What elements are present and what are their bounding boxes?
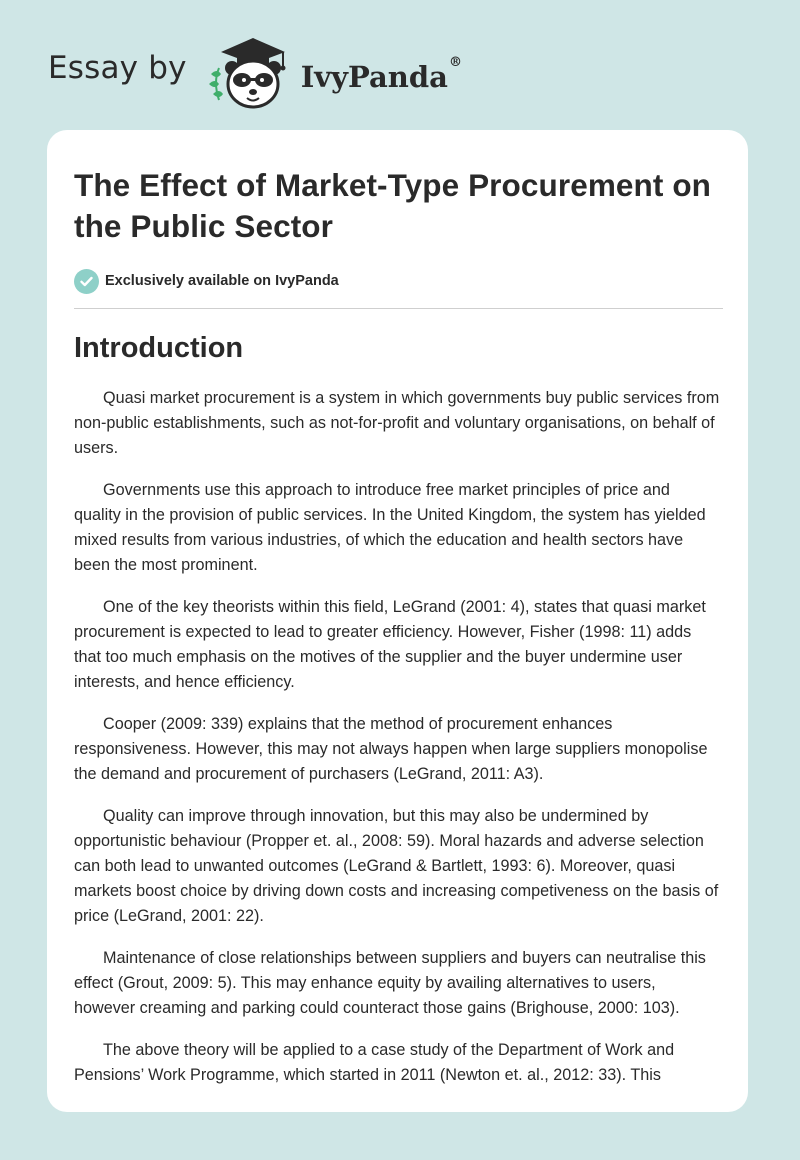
- section-heading: Introduction: [74, 332, 244, 364]
- paragraph: The above theory will be applied to a case study of the Department of Work and Pensions’ Work Programme, which started in 2011 (Newton et. al., 2012: 33). This: [74, 1041, 675, 1084]
- divider: [74, 308, 723, 309]
- registered-mark: ®: [448, 55, 462, 71]
- paragraph: Maintenance of close relationships between suppliers and buyers can neutralise this effect (Grout, 2009: 5). This may enhance equity by availing alternatives to users, however creaming and parking could counteract those gains (Brighouse, 2000: 103).: [74, 949, 706, 1017]
- exclusive-label: Exclusively available on IvyPanda: [105, 273, 339, 289]
- paragraph: Quality can improve through innovation, but this may also be undermined by opportunistic behaviour (Propper et. al., 2008: 59). Moral hazards and adverse selection can both lead to unwanted outcomes (LeGrand & Bartlett, 1993: 6). Moreover, quasi markets boost choice by driving down costs and increasing competiveness on the basis of price (LeGrand, 2001: 22).: [74, 807, 719, 925]
- site-header: [48, 34, 462, 114]
- exclusive-badge: [74, 267, 721, 295]
- essay-card: [47, 130, 748, 1112]
- paragraph: Governments use this approach to introduce free market principles of price and quality in the provision of public services. In the United Kingdom, the system has yielded mixed results from various industries, of which the education and health sectors have been the most prominent.: [74, 481, 706, 574]
- paragraph: Cooper (2009: 339) explains that the method of procurement enhances responsiveness. However, this may not always happen when large suppliers monopolise the demand and procurement of purchasers (LeGrand, 2011: A3).: [74, 715, 708, 783]
- brand-name: [300, 55, 462, 94]
- brand-text: IvyPanda: [300, 60, 448, 94]
- paragraph: Quasi market procurement is a system in which governments buy public services from non-public establishments, such as not-for-profit and voluntary organisations, on behalf of users.: [74, 389, 720, 457]
- paragraph: One of the key theorists within this field, LeGrand (2001: 4), states that quasi market procurement is expected to lead to greater efficiency. However, Fisher (1998: 11) adds that too much emphasis on the motives of the supplier and the buyer undermine user interests, and hence efficiency.: [74, 598, 706, 691]
- check-icon: [74, 269, 99, 294]
- ivypanda-logo[interactable]: [201, 34, 462, 114]
- page-title: The Effect of Market-Type Procurement on the Public Sector: [74, 167, 712, 244]
- panda-logo-icon: [201, 34, 297, 114]
- essay-by-label: Essay by: [48, 50, 187, 86]
